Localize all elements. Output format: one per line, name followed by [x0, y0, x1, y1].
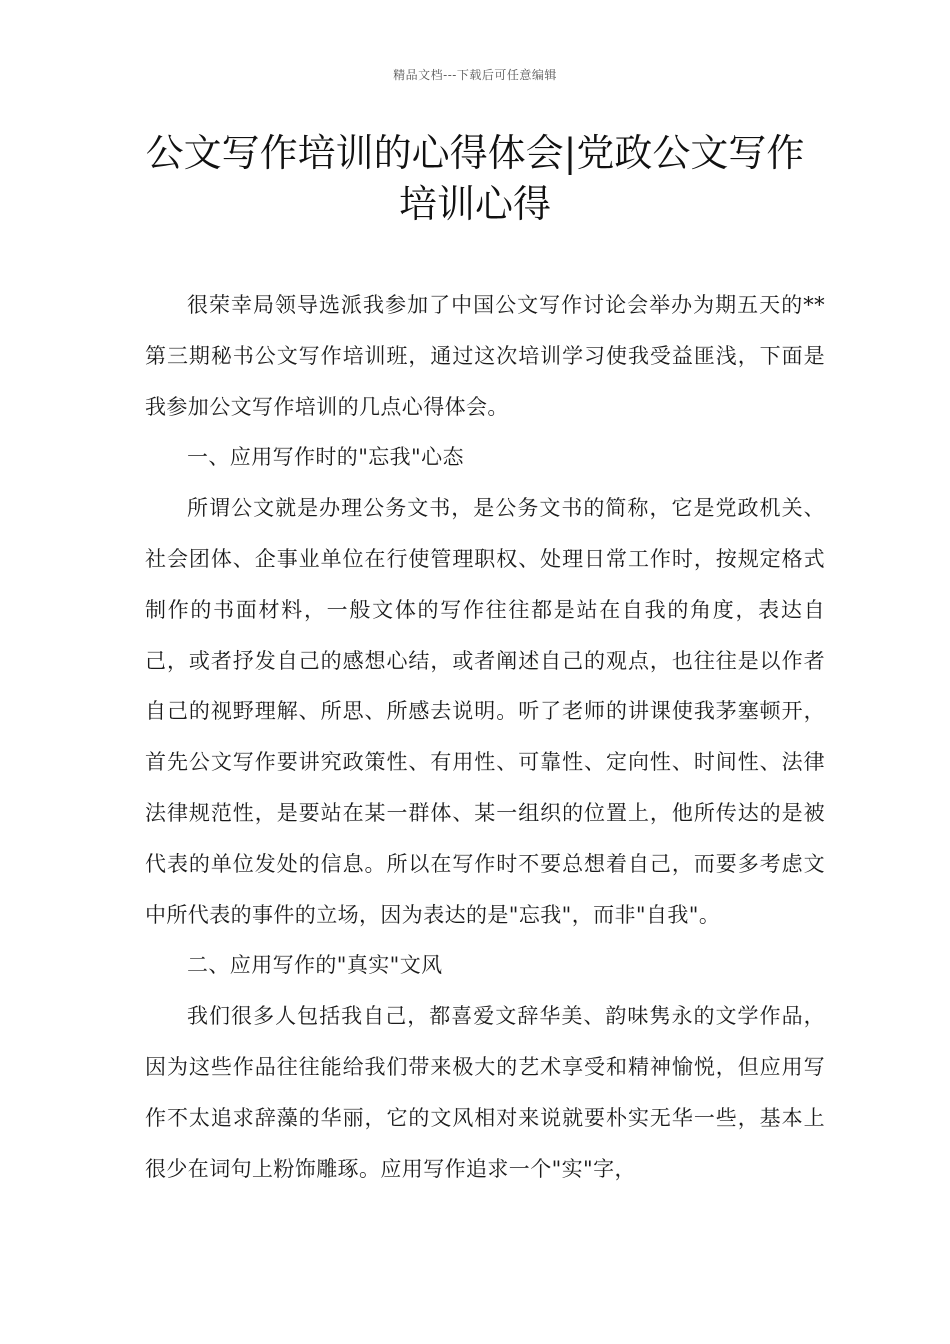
section-2-heading: 二、应用写作的"真实"文风 [187, 953, 443, 978]
section-1-heading: 一、应用写作时的"忘我"心态 [187, 445, 464, 470]
document-body [145, 280, 825, 1194]
document-title: 公文写作培训的心得体会|党政公文写作培训心得 [145, 131, 805, 226]
intro-paragraph: 很荣幸局领导选派我参加了中国公文写作讨论会举办为期五天的**第三期秘书公文写作培训班，通过这次培训学习使我受益匪浅，下面是我参加公文写作培训的几点心得体会。 [145, 293, 825, 419]
section-2-paragraph: 我们很多人包括我自己，都喜爱文辞华美、韵味隽永的文学作品，因为这些作品往往能给我们带来极大的艺术享受和精神愉悦，但应用写作不太追求辞藻的华丽，它的文风相对来说就要朴实无华一些，基本上很少在词句上粉饰雕琢。应用写作追求一个"实"字， [145, 1004, 825, 1181]
header-note: 精品文档---下载后可任意编辑 [393, 68, 557, 82]
section-1-paragraph: 所谓公文就是办理公务文书，是公务文书的简称，它是党政机关、社会团体、企事业单位在行使管理职权、处理日常工作时，按规定格式制作的书面材料，一般文体的写作往往都是站在自我的角度，表达自己，或者抒发自己的感想心结，或者阐述自己的观点，也往往是以作者自己的视野理解、所思、所感去说明。听了老师的讲课使我茅塞顿开，首先公文写作要讲究政策性、有用性、可靠性、定向性、时间性、法律法律规范性，是要站在某一群体、某一组织的位置上，他所传达的是被代表的单位发处的信息。所以在写作时不要总想着自己，而要多考虑文中所代表的事件的立场，因为表达的是"忘我"，而非"自我"。 [145, 496, 825, 927]
